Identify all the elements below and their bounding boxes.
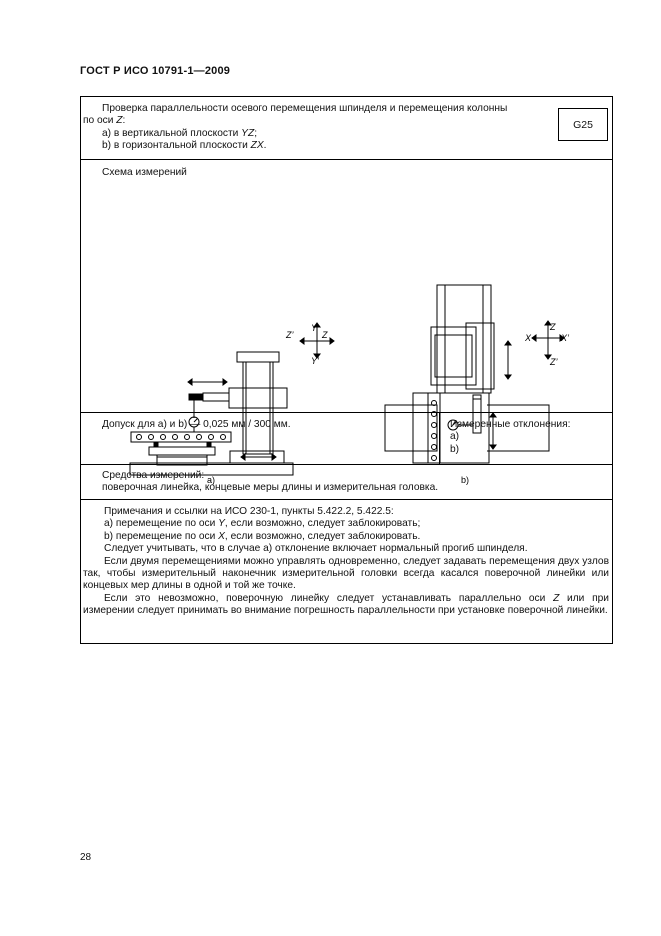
divider <box>81 464 612 465</box>
notes-paragraph-3: Если это невозможно, поверочную линейку следует устанавливать параллельно оси Z или при измерении следует принимать во внимание погрешность параллельности при установке поверочной линейки. <box>83 592 609 617</box>
page-number: 28 <box>80 852 92 863</box>
axis-a-y-neg: Y’ <box>311 356 320 366</box>
diagram-a-label: а) <box>207 475 216 485</box>
straightedge-a <box>131 432 231 442</box>
divider <box>439 412 440 464</box>
notes-block <box>83 506 609 618</box>
check-line2: по оси Z: <box>83 115 126 127</box>
instruments-text: поверочная линейка, концевые меры длины и измерительная головка. <box>102 482 439 494</box>
axis-a-y-pos: Y <box>311 323 318 333</box>
check-line1: Проверка параллельности осевого перемещения шпинделя и перемещения колонны <box>102 103 508 114</box>
divider <box>81 159 612 160</box>
instruments-label: Средства измерений: <box>102 470 205 481</box>
tolerance-text: Допуск для а) и b) — 0,025 мм / 300 мм. <box>102 419 291 430</box>
axes-cross-b <box>524 321 570 367</box>
measured-a: а) <box>450 431 460 443</box>
spindle-head-a <box>229 388 287 408</box>
axis-a-z-neg: Z’ <box>286 330 294 340</box>
notes-item-a: а) перемещение по оси Y, если возможно, следует заблокировать; <box>104 518 421 530</box>
instruments-block <box>102 470 438 495</box>
check-description <box>81 103 551 153</box>
diagram-title: Схема измерений <box>102 167 187 178</box>
spindle-a <box>203 393 229 401</box>
axis-b-z-pos: Z <box>550 322 556 332</box>
check-item-a: а) в вертикальной плоскости YZ; <box>102 127 258 139</box>
column-cap-a <box>237 352 279 362</box>
divider <box>81 499 612 500</box>
axis-b-z-neg: Z’ <box>550 357 558 367</box>
spindle-tip-a <box>189 394 203 400</box>
document-header: ГОСТ Р ИСО 10791-1—2009 <box>80 65 231 77</box>
axis-b-x-pos: X’ <box>561 333 570 343</box>
check-code-box: G25 <box>558 108 608 141</box>
measured-label: Измеренные отклонения: <box>450 419 571 430</box>
table-a <box>149 447 215 455</box>
inspection-table <box>80 96 613 644</box>
notes-paragraph-2: Если двумя перемещениями можно управлять одновременно, следует задавать перемещения двух узлов так, чтобы измерительный наконечник измерительной головки всегда касался поверочной линейки или концевых мер длины в одной и той же точке. <box>83 555 609 592</box>
notes-paragraph-1: Следует учитывать, что в случае а) отклонение включает нормальный прогиб шпинделя. <box>104 543 528 555</box>
measured-b: b) <box>450 443 460 455</box>
spindle-head-b <box>431 327 476 385</box>
divider <box>81 412 612 413</box>
diagram-b-label: b) <box>461 475 470 485</box>
measured-deviations <box>450 419 570 456</box>
axis-a-z-pos: Z <box>322 330 328 340</box>
axes-cross-a <box>285 323 334 366</box>
notes-heading: Примечания и ссылки на ИСО 230-1, пункты 5.422.2, 5.422.5: <box>104 506 394 517</box>
axis-b-x-neg: X <box>525 333 532 343</box>
diagram-a <box>130 323 334 485</box>
check-item-b: b) в горизонтальной плоскости ZX. <box>102 140 267 152</box>
notes-item-b: b) перемещение по оси X, если возможно, следует заблокировать. <box>104 530 421 542</box>
